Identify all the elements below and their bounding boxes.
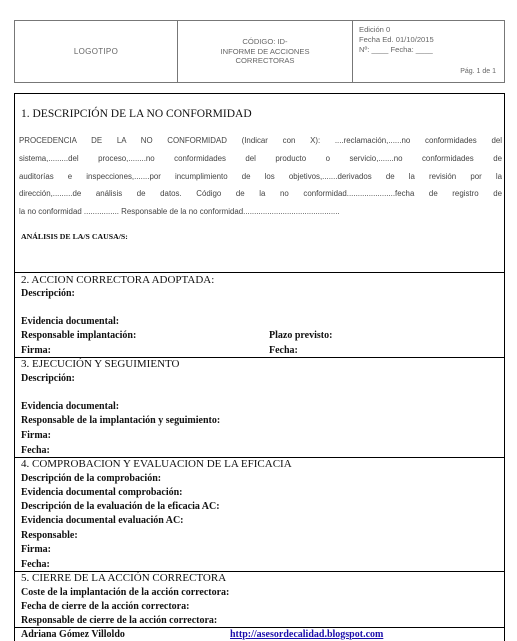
s3-signature-label: Firma:: [21, 430, 51, 441]
section-1-title: 1. DESCRIPCIÓN DE LA NO CONFORMIDAD: [21, 108, 252, 120]
edition-number: Edición 0: [359, 25, 391, 34]
s3-description-label: Descripción:: [21, 373, 75, 384]
s4-date-label: Fecha:: [21, 559, 50, 570]
s5-cost-label: Coste de la implantación de la acción correctora:: [21, 587, 230, 598]
document-title-line-1: INFORME DE ACCIONES: [220, 46, 310, 56]
paragraph-line: dirección,.........de análisis de datos. Código de la no conformidad......................fecha de registro de: [19, 189, 502, 199]
document-title-line-2: CORRECTORAS: [235, 56, 295, 66]
nonconformity-origin-paragraph: [19, 132, 502, 221]
s5-close-date-label: Fecha de cierre de la acción correctora:: [21, 601, 190, 612]
s2-responsible-label: Responsable implantación:: [21, 330, 137, 341]
form-body: [14, 93, 505, 641]
section-divider: [15, 627, 504, 628]
paragraph-line: auditorías e inspecciones,.......por incumplimiento de los objetivos,.......derivados de la revisión por la: [19, 171, 502, 181]
s3-date-label: Fecha:: [21, 445, 50, 456]
paragraph-line: sistema,.........del proceso,........no conformidades del producto o servicio,.......no conformidades de: [19, 153, 502, 163]
s4-check-evidence-label: Evidencia documental comprobación:: [21, 487, 183, 498]
document-header: [14, 20, 505, 83]
cause-analysis-label: ANÁLISIS DE LA/S CAUSA/S:: [21, 232, 128, 241]
s2-signature-label: Firma:: [21, 345, 51, 356]
record-number-date: Nº: ____ Fecha: ____: [359, 45, 433, 54]
s3-responsible-label: Responsable de la implantación y seguimiento:: [21, 415, 221, 426]
s4-efficacy-evidence-label: Evidencia documental evaluación AC:: [21, 515, 184, 526]
edition-date: Fecha Ed. 01/10/2015: [359, 35, 434, 44]
section-2-title: 2. ACCION CORRECTORA ADOPTADA:: [21, 274, 215, 286]
s2-evidence-label: Evidencia documental:: [21, 316, 120, 327]
author-name: Adriana Gómez Villoldo: [21, 629, 125, 640]
s2-description-label: Descripción:: [21, 288, 75, 299]
section-divider: [15, 272, 504, 273]
section-3-title: 3. EJECUCIÓN Y SEGUIMIENTO: [21, 358, 180, 370]
paragraph-line: PROCEDENCIA DE LA NO CONFORMIDAD (Indicar con X): ....reclamación,......no conformidades del: [19, 136, 502, 145]
edition-block: [353, 21, 504, 82]
section-5-title: 5. CIERRE DE LA ACCIÓN CORRECTORA: [21, 572, 227, 584]
logo-placeholder: LOGOTIPO: [15, 21, 178, 82]
s2-deadline-label: Plazo previsto:: [269, 330, 333, 341]
page-number: Pág. 1 de 1: [460, 68, 496, 75]
s4-efficacy-description-label: Descripción de la evaluación de la eficacia AC:: [21, 501, 220, 512]
s2-date-label: Fecha:: [269, 345, 298, 356]
document-code-block: [178, 21, 353, 82]
s4-signature-label: Firma:: [21, 544, 51, 555]
s5-close-responsible-label: Responsable de cierre de la acción correctora:: [21, 615, 218, 626]
blog-link[interactable]: http://asesordecalidad.blogspot.com: [230, 629, 384, 640]
s3-evidence-label: Evidencia documental:: [21, 401, 120, 412]
s4-responsible-label: Responsable:: [21, 530, 78, 541]
document-code: CÓDIGO: ID-: [242, 37, 288, 47]
section-4-title: 4. COMPROBACION Y EVALUACION DE LA EFICACIA: [21, 458, 292, 470]
paragraph-line: la no conformidad ................ Responsable de la no conformidad............................................: [19, 207, 340, 217]
s4-check-description-label: Descripción de la comprobación:: [21, 473, 162, 484]
